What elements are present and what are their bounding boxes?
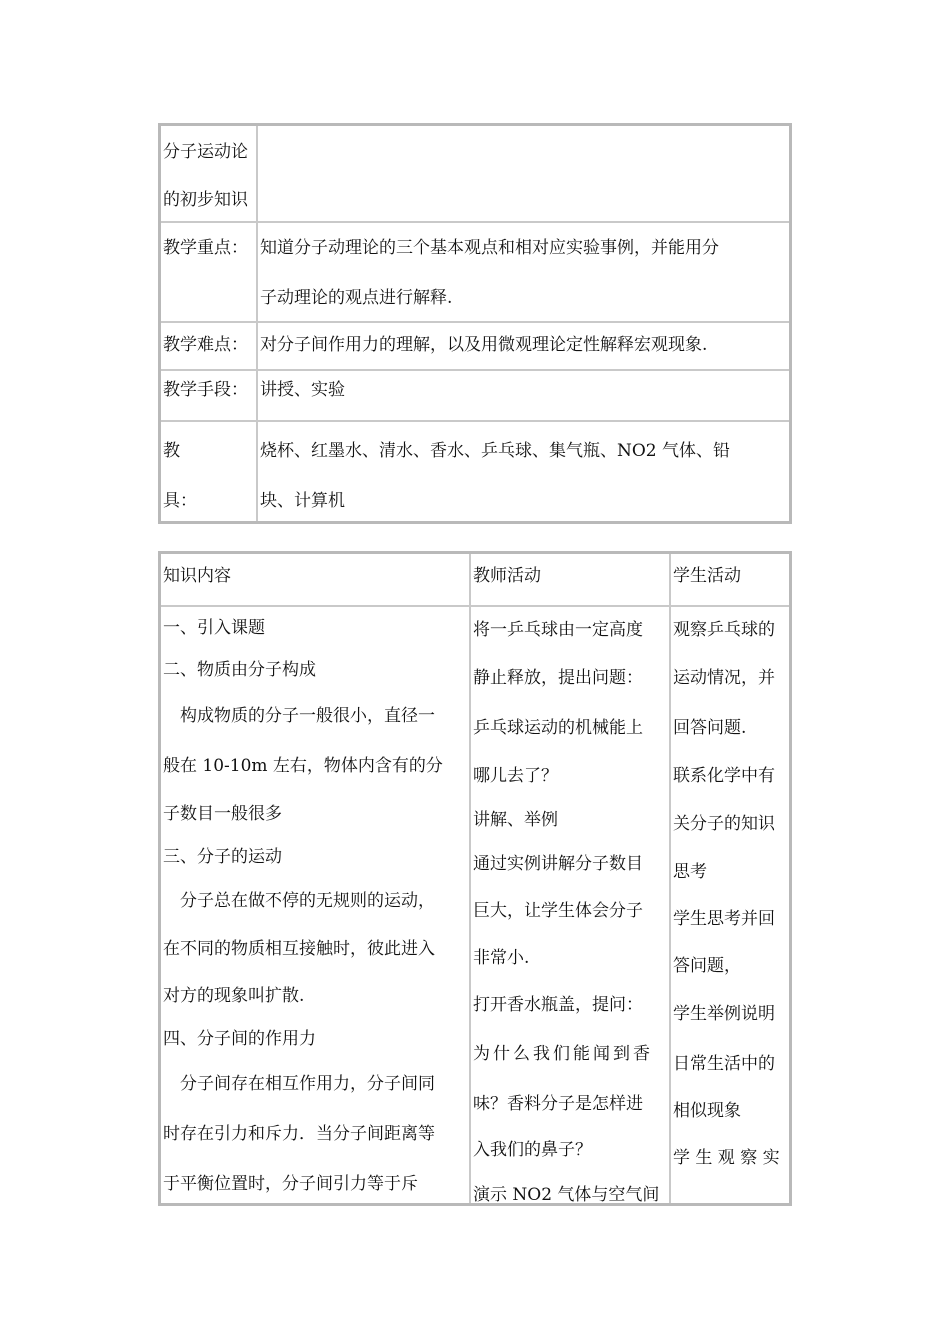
student-line: 运动情况，并: [673, 668, 775, 688]
student-line: 关分子的知识: [673, 814, 775, 834]
knowledge-line: 分子间存在相互作用力，分子间同: [163, 1074, 435, 1094]
teacher-line: 哪儿去了？: [473, 766, 558, 786]
difficulty-row: [161, 323, 789, 371]
student-line: 学生举例说明: [673, 1004, 775, 1024]
knowledge-line: 一、引入课题: [163, 618, 265, 638]
topic-label-line: 的初步知识: [163, 190, 248, 210]
key-points-line: 子动理论的观点进行解释.: [260, 288, 453, 308]
teacher-line: 巨大，让学生体会分子: [473, 901, 643, 921]
topic-row: [161, 126, 789, 223]
header-student: [671, 554, 789, 605]
teacher-line: 静止释放，提出问题：: [473, 668, 643, 688]
teacher-line: 味？香料分子是怎样进: [473, 1094, 643, 1114]
student-column: [671, 607, 789, 1203]
teacher-line: 为什么我们能闻到香: [473, 1044, 653, 1064]
knowledge-line: 般在 10-10m 左右，物体内含有的分: [163, 756, 443, 776]
knowledge-line: 四、分子间的作用力: [163, 1029, 316, 1049]
difficulty-content: [258, 323, 789, 369]
teacher-line: 打开香水瓶盖，提问：: [473, 995, 643, 1015]
student-line: 回答问题.: [673, 718, 747, 738]
topic-label: [161, 126, 258, 221]
knowledge-line: 子数目一般很多: [163, 804, 282, 824]
tools-label-line: 具：: [163, 491, 197, 511]
tools-line: 烧杯、红墨水、清水、香水、乒乓球、集气瓶、NO2 气体、铅: [260, 441, 731, 461]
header-knowledge: [161, 554, 471, 605]
method-label: [161, 371, 258, 420]
difficulty-label: [161, 323, 258, 369]
knowledge-line: 对方的现象叫扩散.: [163, 986, 305, 1006]
method-label-text: 教学手段：: [163, 380, 248, 400]
key-points-label-text: 教学重点：: [163, 238, 248, 258]
knowledge-line: 时存在引力和斥力．当分子间距离等: [163, 1124, 435, 1144]
knowledge-column: [161, 607, 471, 1203]
knowledge-line: 构成物质的分子一般很小，直径一: [163, 706, 435, 726]
teacher-line: 入我们的鼻子？: [473, 1140, 592, 1160]
tools-line: 块、计算机: [260, 491, 345, 511]
tools-label-line: 教: [163, 441, 180, 461]
method-line: 讲授、实验: [260, 380, 345, 400]
teacher-line: 非常小.: [473, 948, 530, 968]
topic-content: [258, 126, 789, 221]
student-line: 答问题，: [673, 956, 741, 976]
key-points-row: [161, 223, 789, 323]
student-line: 联系化学中有: [673, 766, 775, 786]
student-line: 思考: [673, 862, 707, 882]
knowledge-line: 二、物质由分子构成: [163, 660, 316, 680]
tools-row: [161, 422, 789, 521]
key-points-content: [258, 223, 789, 321]
knowledge-line: 于平衡位置时，分子间引力等于斥: [163, 1174, 418, 1194]
header-teacher-text: 教师活动: [473, 566, 541, 586]
student-line: 学 生 观 察 实: [673, 1148, 780, 1168]
tools-content: [258, 422, 789, 521]
method-row: [161, 371, 789, 422]
topic-label-line: 分子运动论: [163, 142, 248, 162]
student-line: 日常生活中的: [673, 1054, 775, 1074]
teacher-line: 演示 NO2 气体与空气间: [473, 1185, 660, 1203]
activity-body-row: [161, 607, 789, 1203]
activity-table: [158, 551, 792, 1206]
teacher-line: 乒乓球运动的机械能上: [473, 718, 643, 738]
lesson-info-table: [158, 123, 792, 524]
difficulty-line: 对分子间作用力的理解，以及用微观理论定性解释宏观现象.: [260, 335, 708, 355]
tools-label: [161, 422, 258, 521]
student-line: 观察乒乓球的: [673, 620, 775, 640]
knowledge-line: 在不同的物质相互接触时，彼此进入: [163, 939, 435, 959]
difficulty-label-text: 教学难点：: [163, 335, 248, 355]
student-line: 相似现象: [673, 1101, 741, 1121]
student-line: 学生思考并回: [673, 909, 775, 929]
key-points-line: 知道分子动理论的三个基本观点和相对应实验事例，并能用分: [260, 238, 719, 258]
teacher-column: [471, 607, 671, 1203]
teacher-line: 讲解、举例: [473, 810, 558, 830]
teacher-line: 通过实例讲解分子数目: [473, 854, 643, 874]
teacher-line: 将一乒乓球由一定高度: [473, 620, 643, 640]
knowledge-line: 三、分子的运动: [163, 847, 282, 867]
activity-header-row: [161, 554, 789, 607]
method-content: [258, 371, 789, 420]
header-knowledge-text: 知识内容: [163, 566, 231, 586]
knowledge-line: 分子总在做不停的无规则的运动，: [163, 891, 435, 911]
header-teacher: [471, 554, 671, 605]
header-student-text: 学生活动: [673, 566, 741, 586]
key-points-label: [161, 223, 258, 321]
